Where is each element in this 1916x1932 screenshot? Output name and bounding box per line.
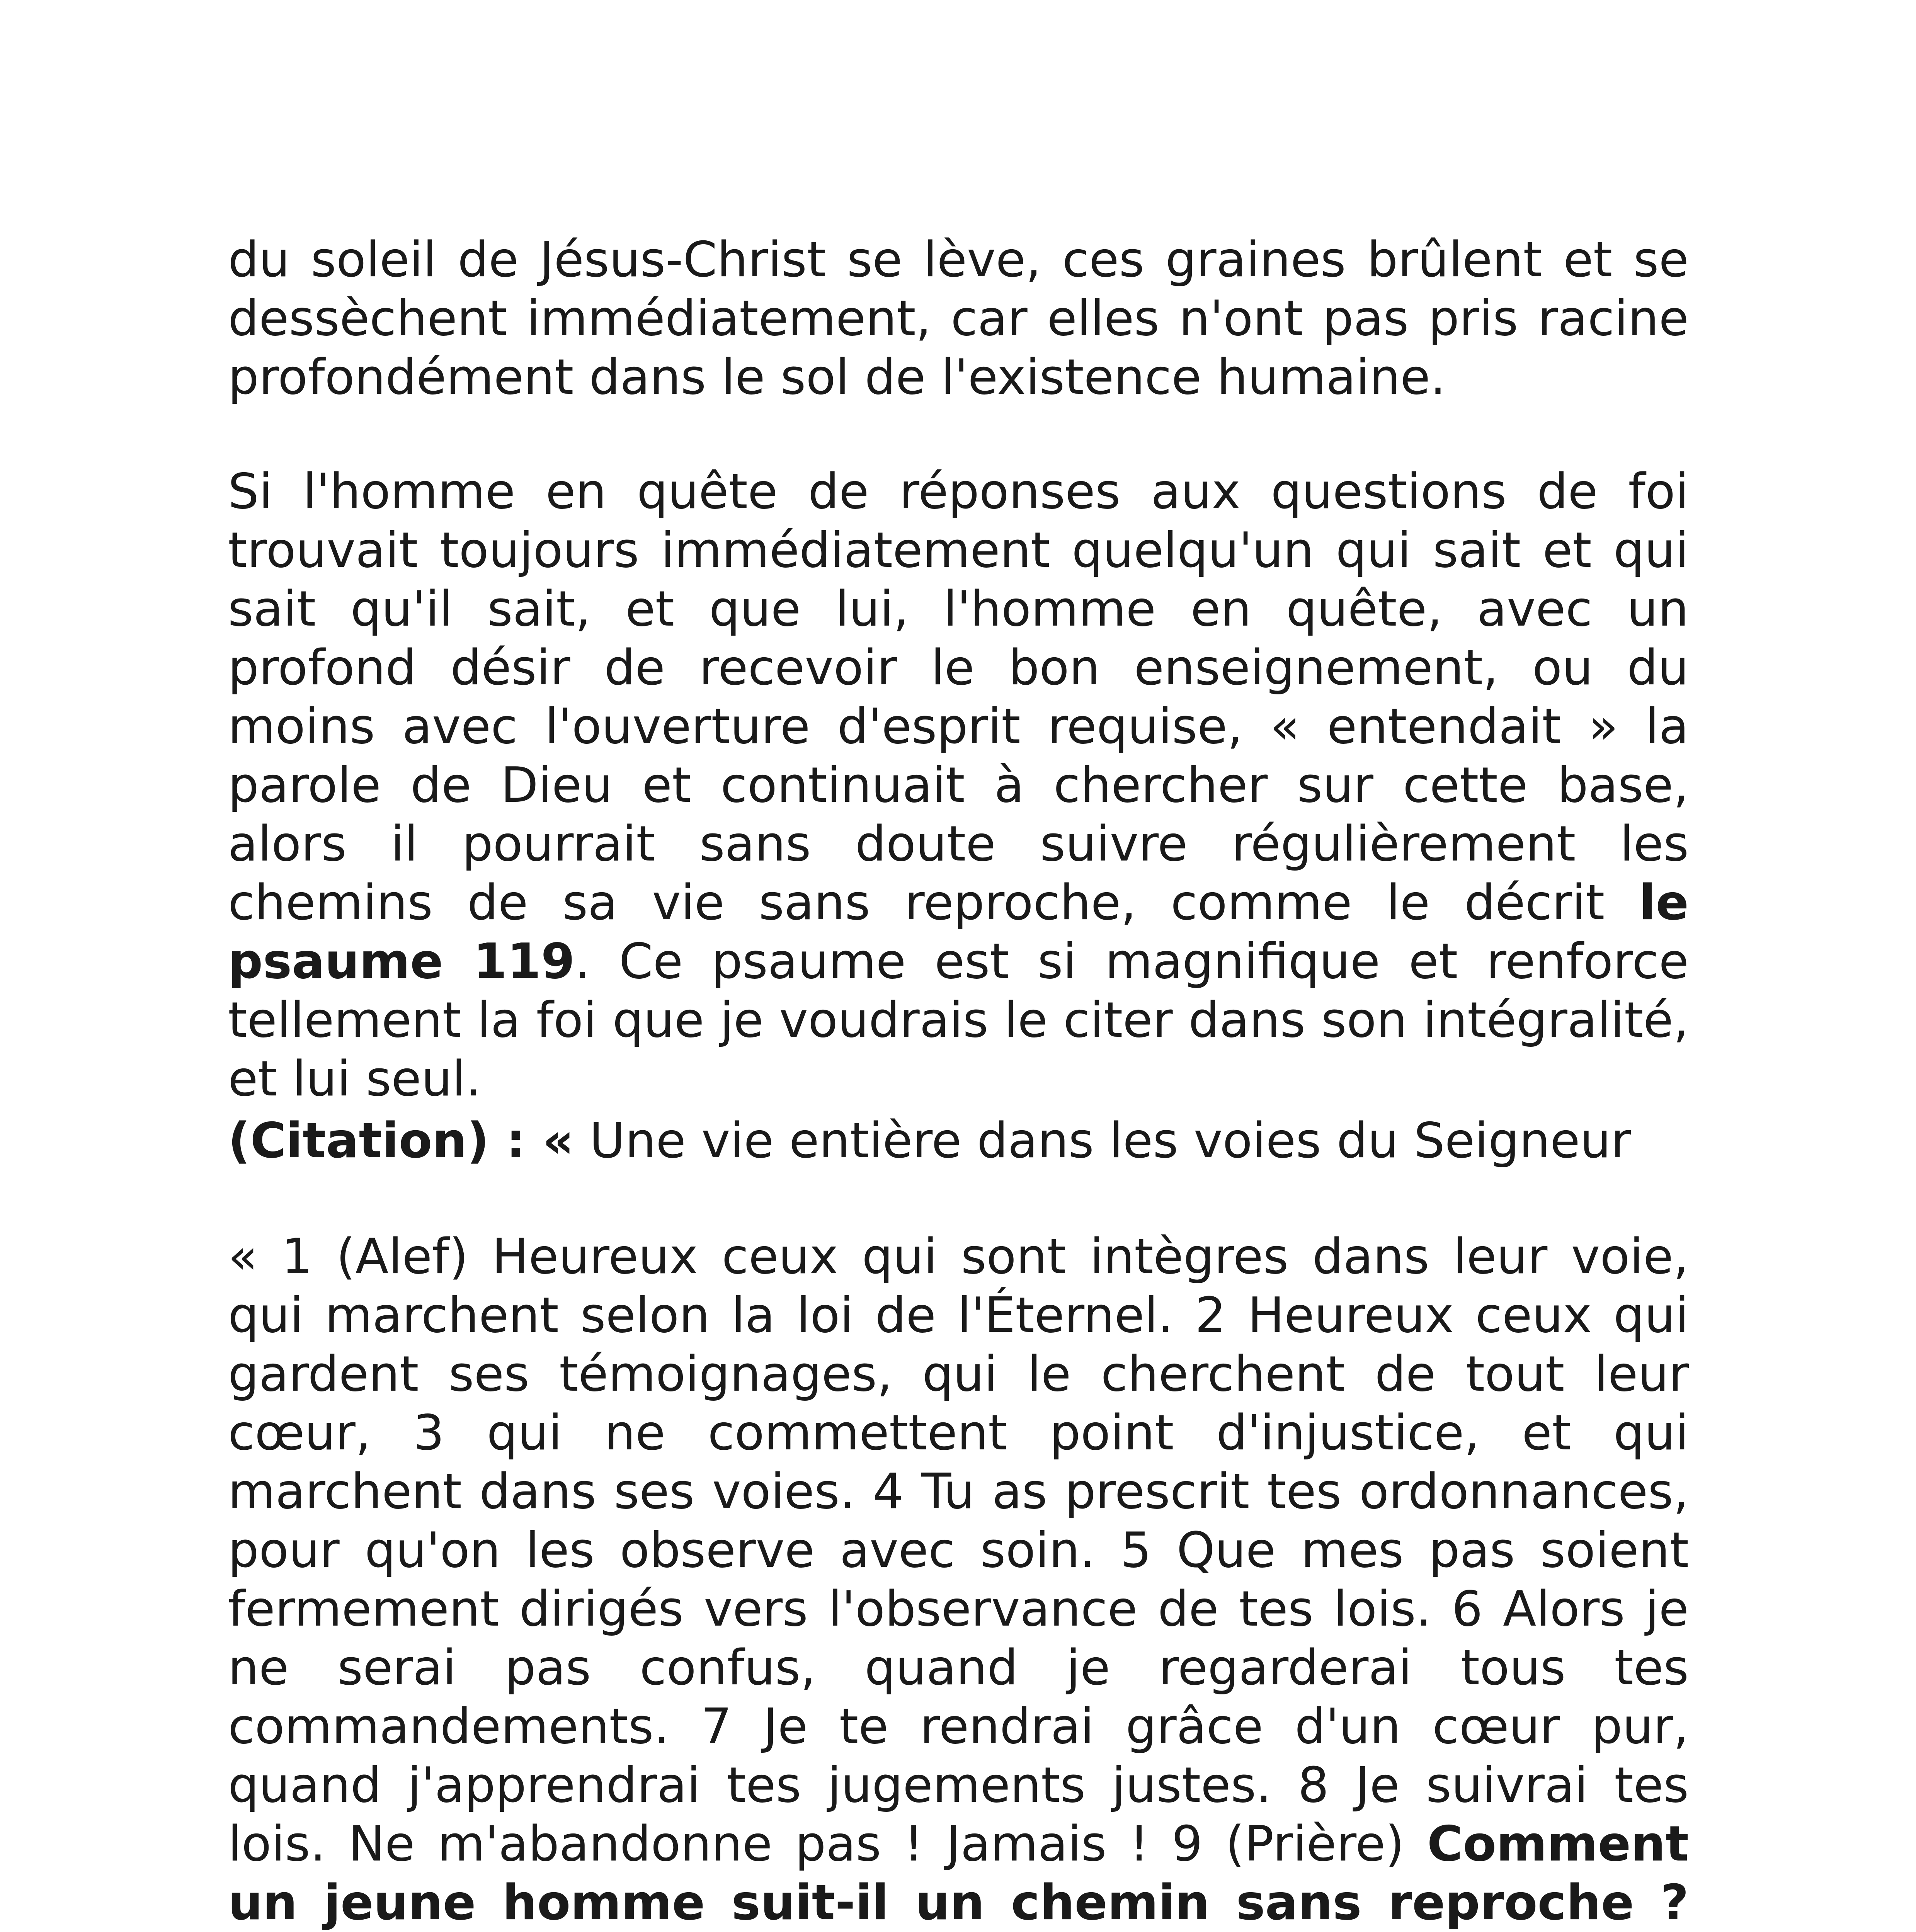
paragraph-psalm-context <box>228 462 1689 1108</box>
psalm-verses-bold: Comment un jeune homme suit-il un chemin sans reproche ? <box>228 1815 1689 1931</box>
psalm-reference: le psaume 119 <box>228 874 1689 990</box>
citation-label: (Citation) : « <box>228 1112 574 1169</box>
psalm-quotation <box>228 1227 1689 1932</box>
paragraph-text-end: . Ce psaume est si magnifique et renforce tellement la foi que je voudrais le citer dans son intégralité, et lui seul. <box>228 933 1689 1107</box>
paragraph-intro <box>228 230 1689 406</box>
paragraph-intro-text: du soleil de Jésus-Christ se lève, ces graines brûlent et se dessèchent immédiatement, car elles n'ont pas pris racine profondément dans le sol de l'existence humaine. <box>228 231 1689 405</box>
paragraph-text: Si l'homme en quête de réponses aux questions de foi trouvait toujours immédiatement quelqu'un qui sait et qui sait qu'il sait, et que lui, l'homme en quête, avec un profond désir de recevoir le bon enseignement, ou du moins avec l'ouverture d'esprit requise, « entendait » la parole de Dieu et continuait à chercher sur cette base, alors il pourrait sans doute suivre régulièrement les chemins de sa vie sans reproche, comme le décrit <box>228 463 1689 931</box>
citation-heading <box>228 1111 1689 1170</box>
citation-title: Une vie entière dans les voies du Seigneur <box>574 1112 1631 1169</box>
psalm-verses-regular: « 1 (Alef) Heureux ceux qui sont intègres dans leur voie, qui marchent selon la loi de l'Éternel. 2 Heureux ceux qui gardent ses témoignages, qui le cherchent de tout leur cœur, 3 qui ne commettent point d'injustice, et qui marchent dans ses voies. 4 Tu as prescrit tes ordonnances, pour qu'on les observe avec soin. 5 Que mes pas soient fermement dirigés vers l'observance de tes lois. 6 Alors je ne serai pas confus, quand je regarderai tous tes commandements. 7 Je te rendrai grâce d'un cœur pur, quand j'apprendrai tes jugements justes. 8 Je suivrai tes lois. Ne m'abandonne pas ! Jamais ! 9 (Prière) <box>228 1228 1689 1872</box>
